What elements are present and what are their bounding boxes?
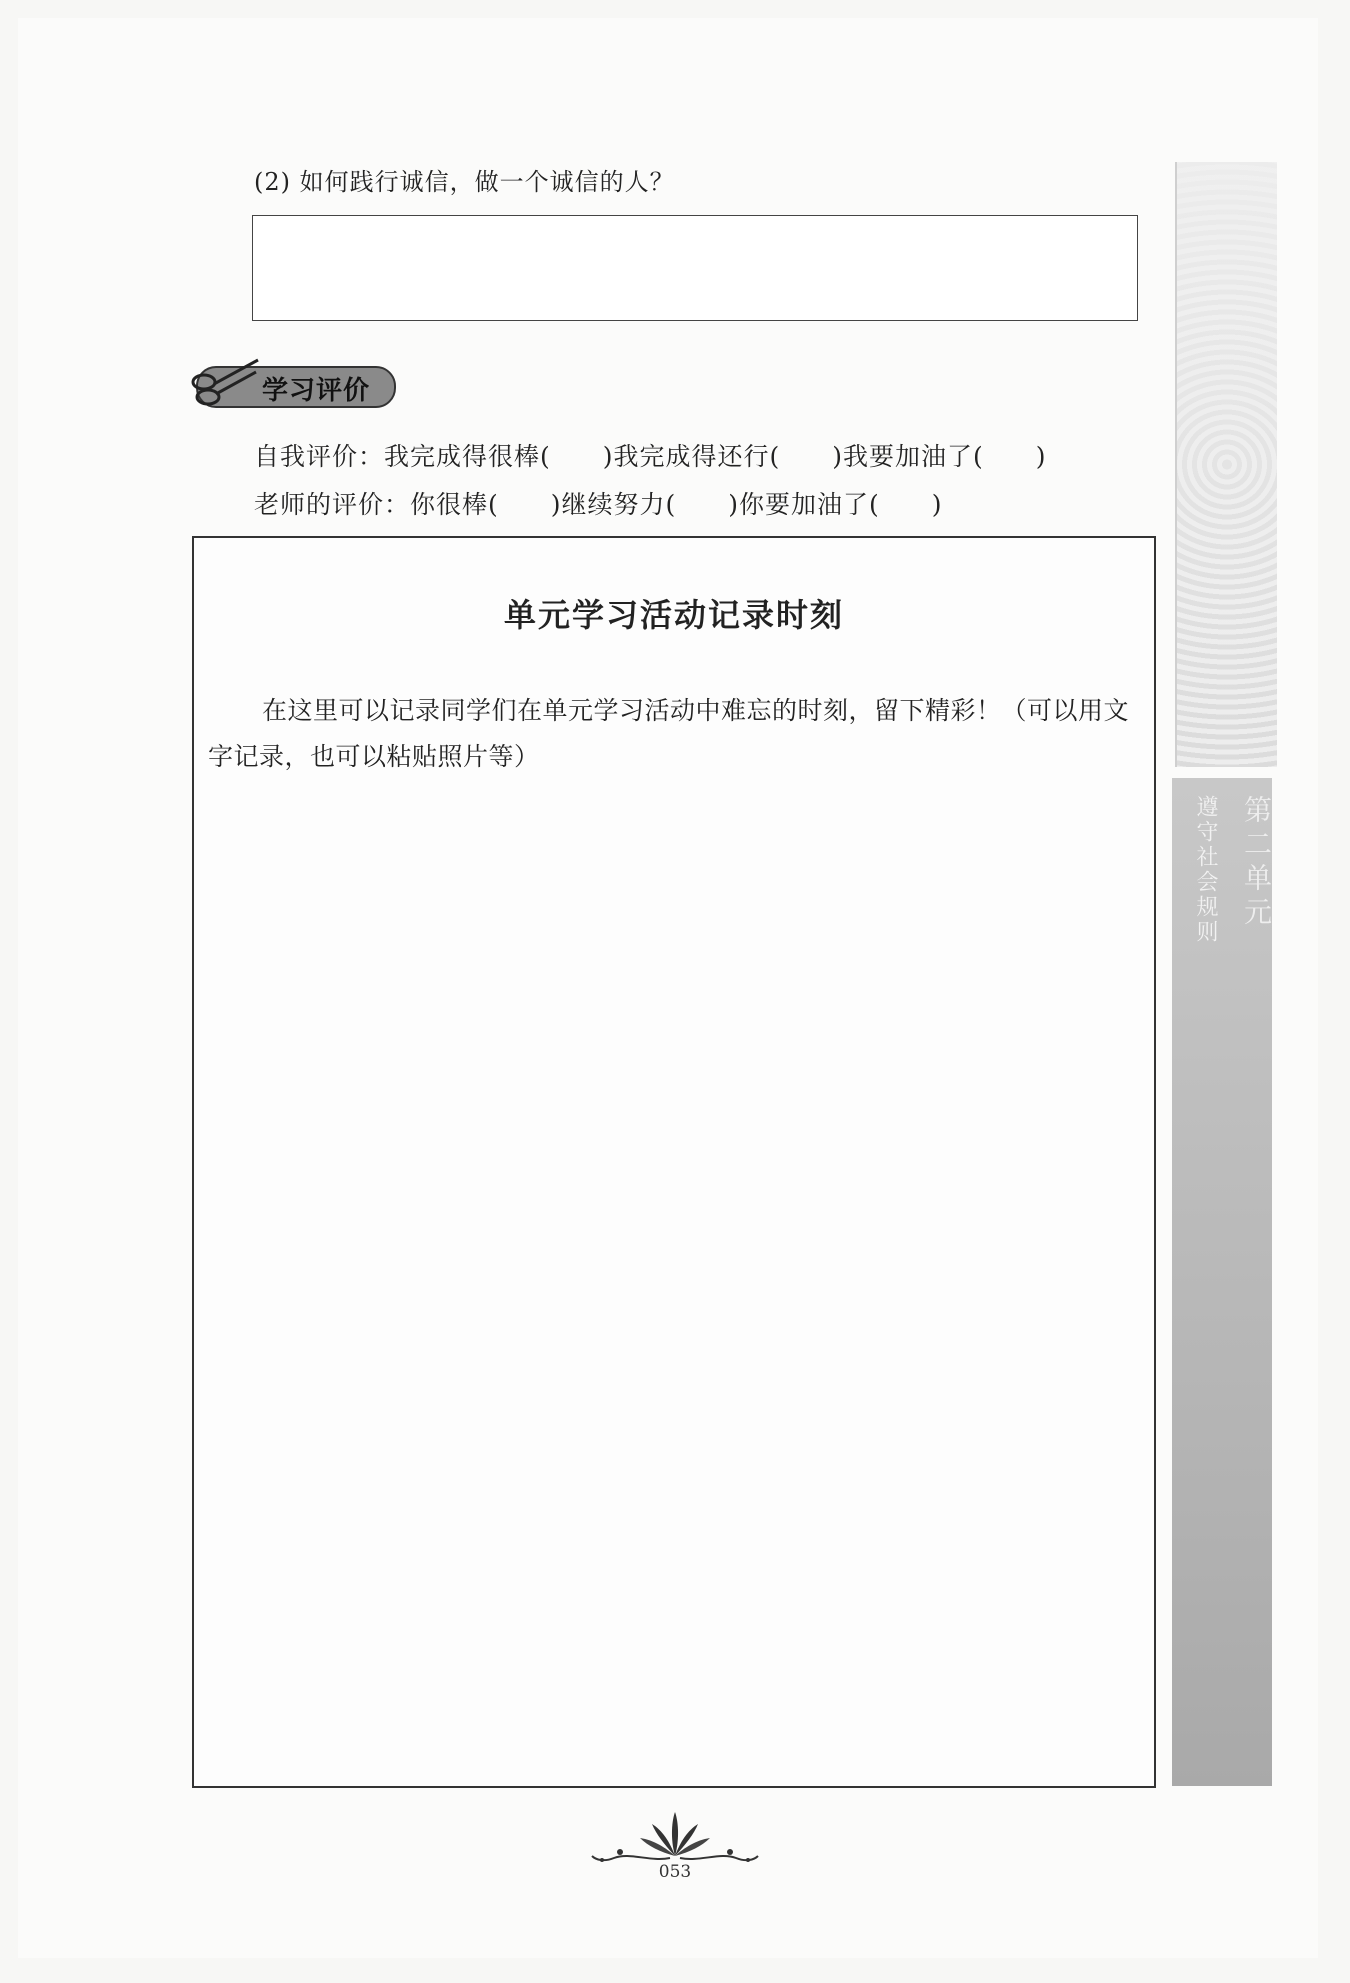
badge-label: 学习评价 bbox=[262, 376, 371, 406]
self-evaluation: 自我评价：我完成得很棒( )我完成得还行( )我要加油了( ) bbox=[254, 442, 1047, 471]
activity-record-box[interactable] bbox=[192, 536, 1156, 1788]
floral-ornament-icon bbox=[590, 1808, 760, 1868]
unit-name: 遵守社会规则 bbox=[1193, 795, 1218, 945]
record-instructions: 在这里可以记录同学们在单元学习活动中难忘的时刻，留下精彩！（可以用文字记录，也可以粘贴照片等） bbox=[208, 696, 1130, 771]
answer-box[interactable] bbox=[252, 215, 1138, 321]
page-number: 053 bbox=[658, 1862, 692, 1882]
teacher-evaluation: 老师的评价：你很棒( )继续努力( )你要加油了( ) bbox=[254, 490, 943, 519]
evaluation-badge bbox=[190, 352, 400, 410]
side-tab-fade bbox=[1177, 162, 1277, 767]
scissors-icon bbox=[190, 352, 260, 412]
unit-number: 第二单元 bbox=[1240, 795, 1273, 931]
record-title: 单元学习活动记录时刻 bbox=[503, 596, 844, 634]
side-tab-pattern bbox=[1175, 162, 1277, 767]
question-2: (2) 如何践行诚信，做一个诚信的人？ bbox=[254, 168, 675, 196]
